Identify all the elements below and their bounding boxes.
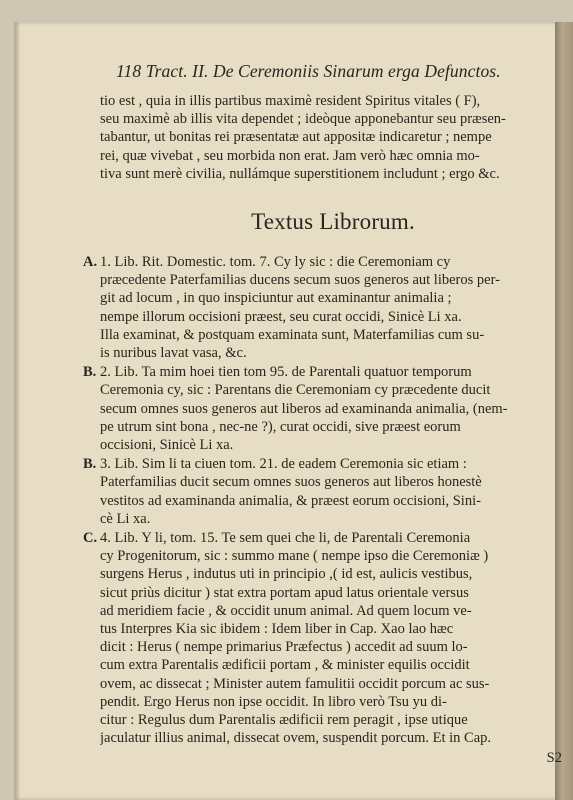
page-number: 118 — [116, 61, 142, 81]
text-line: 1. Lib. Rit. Domestic. tom. 7. Cy ly sic : die Ceremoniam cy — [100, 254, 451, 271]
entry-marker: B. — [83, 456, 97, 473]
text-line: occisioni, Sinicè Li xa. — [100, 437, 234, 454]
running-header — [116, 60, 566, 82]
entry-b2 — [83, 455, 566, 528]
text-line: seu maximè ab illis vita dependet ; ideòque apponebantur seu præsen- — [100, 111, 506, 128]
header-title: Tract. II. De Ceremoniis Sinarum erga Defunctos. — [145, 61, 501, 81]
text-line: 3. Lib. Sim li ta ciuen tom. 21. de eadem Ceremonia sic etiam : — [100, 456, 467, 473]
text-line: pendit. Ergo Herus non ipse occidit. In libro verò Tsu yu di- — [100, 693, 447, 710]
text-line: jaculatur illius animal, dissecat ovem, suspendit porcum. Et in Cap. — [100, 730, 492, 747]
text-line: Illa examinat, & postquam examinata sunt, Materfamilias cum su- — [100, 326, 485, 343]
text-line: nempe illorum occisioni præest, seu curat occidi, Sinicè Li xa. — [100, 308, 462, 325]
text-line: tabantur, ut bonitas rei præsentatæ aut appositæ indicaretur ; nempe — [100, 129, 492, 146]
text-line: dicit : Herus ( nempe primarius Præfectus ) accedit ad suum lo- — [100, 639, 468, 656]
entry-c — [83, 529, 566, 747]
entry-b1 — [83, 363, 566, 454]
text-line: ovem, ac dissecat ; Minister autem famulitii occidit porcum ac sus- — [100, 675, 490, 692]
entry-marker: B. — [83, 364, 97, 381]
text-line: 2. Lib. Ta mim hoei tien tom 95. de Parentali quatuor temporum — [100, 364, 472, 381]
text-line: git ad locum , in quo inspiciuntur aut examinantur animalia ; — [100, 290, 452, 307]
text-line: citur : Regulus dum Parentalis ædificii rem peragit , ipse utique — [100, 712, 468, 729]
text-line: vestitos ad examinanda animalia, & præest eorum occisioni, Sini- — [100, 492, 481, 509]
page-text — [83, 60, 566, 767]
text-line: secum omnes suos generos aut liberos ad examinanda animalia, (nem- — [100, 400, 508, 417]
section-title: Textus Librorum. — [251, 209, 415, 235]
text-line: pe utrum sint bona , nec-ne ?), curat occidi, sive præest eorum — [100, 418, 461, 435]
text-line: tiva sunt merè civilia, nullámque superstitionem includunt ; ergo &c. — [100, 165, 500, 182]
text-line: surgens Herus , indutus uti in principio ,( id est, aulicis vestibus, — [100, 566, 473, 583]
text-line: præcedente Paterfamilias ducens secum suos generos aut liberos per- — [100, 272, 500, 289]
text-line: 4. Lib. Y li, tom. 15. Te sem quei che li, de Parentali Ceremonia — [100, 530, 471, 547]
text-line: tio est , quia in illis partibus maximè resident Spiritus vitales ( F), — [100, 93, 481, 109]
entry-a — [83, 253, 566, 362]
text-line: ad meridiem facie , & occidit unum animal. Ad quem locum ve- — [100, 602, 472, 619]
text-line: cè Li xa. — [100, 510, 151, 527]
text-line: cy Progenitorum, sic : summo mane ( nempe ipso die Ceremoniæ ) — [100, 548, 489, 565]
text-line: sicut priùs dicitur ) stat extra portam apud latus orientale versus — [100, 584, 469, 601]
intro-paragraph — [100, 92, 566, 183]
text-line: cum extra Parentalis ædificii portam , & minister equilis occidit — [100, 657, 470, 674]
catchword: S2 — [546, 749, 562, 766]
text-line: Paterfamilias ducit secum omnes suos generos aut liberos honestè — [100, 474, 482, 491]
text-line: tus Interpres Kia sic ibidem : Idem liber in Cap. Xao lao hæc — [100, 621, 454, 638]
text-line: is nuribus lavat vasa, &c. — [100, 345, 247, 362]
entry-marker: C. — [83, 530, 98, 547]
text-line: Ceremonia cy, sic : Parentans die Ceremoniam cy præcedente ducit — [100, 382, 491, 399]
entry-marker: A. — [83, 254, 98, 271]
text-line: rei, quæ vivebat , seu morbida non erat. Jam verò hæc omnia mo- — [100, 147, 480, 164]
